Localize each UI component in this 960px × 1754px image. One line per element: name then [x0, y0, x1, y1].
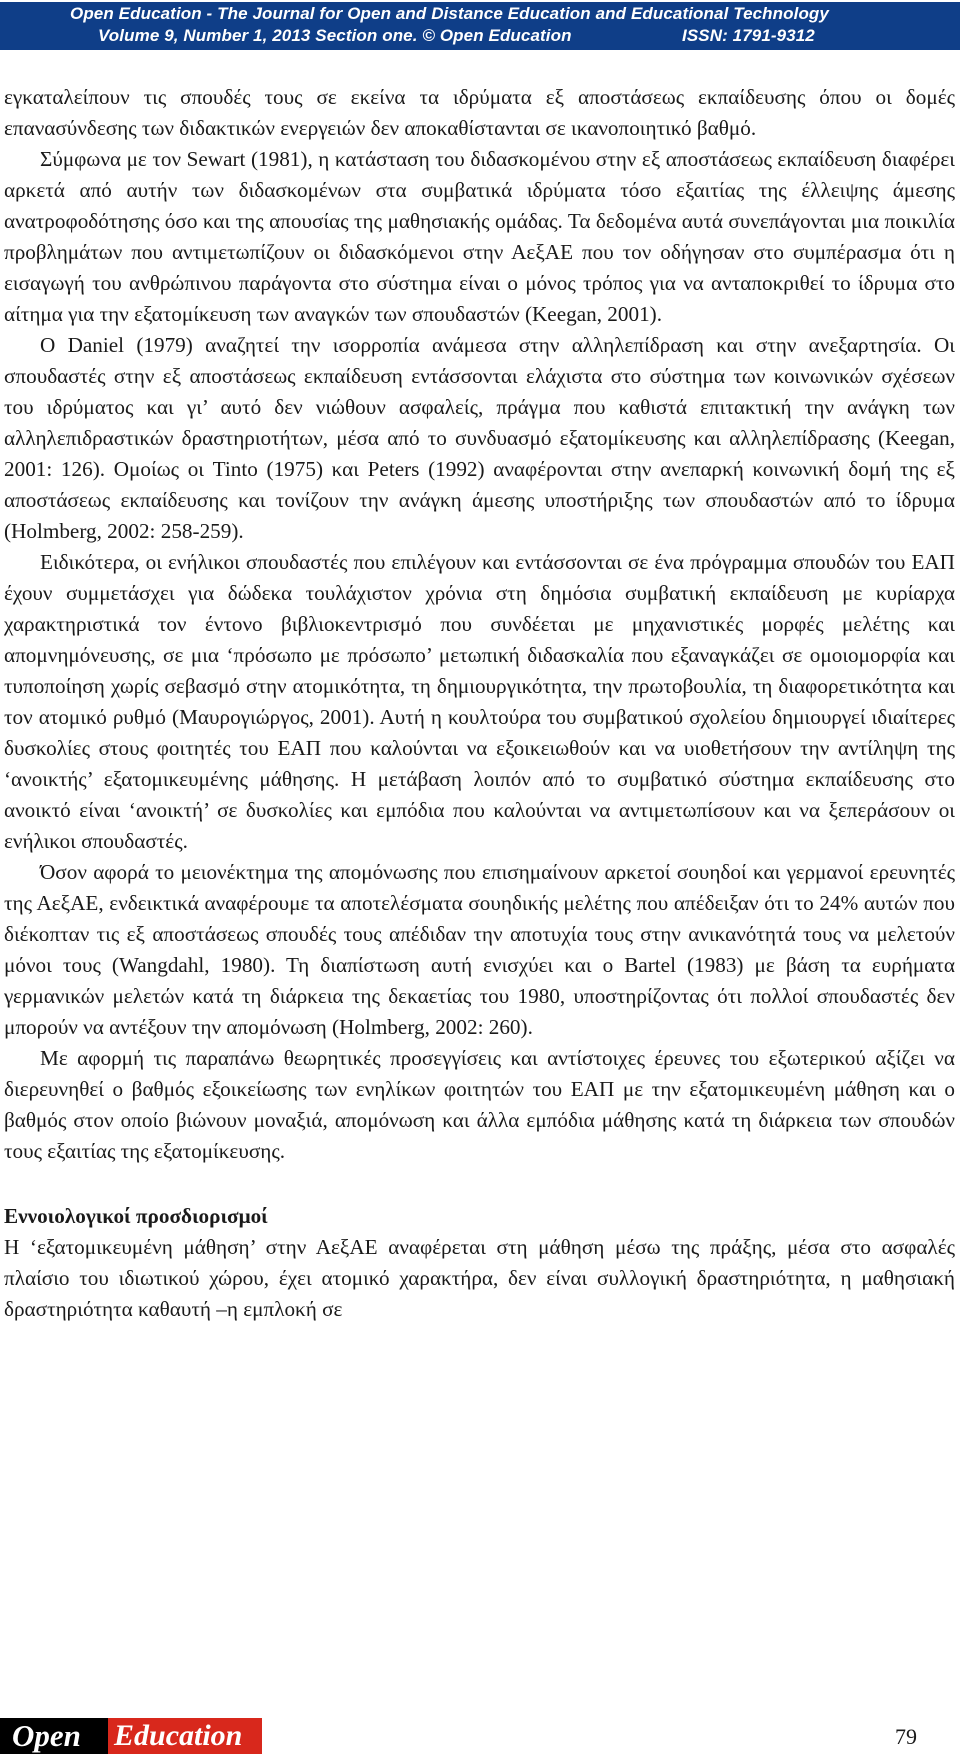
- logo-education-text: Education: [108, 1718, 262, 1754]
- article-body: [4, 82, 955, 1325]
- section-gap: [4, 1167, 955, 1201]
- journal-header: [0, 2, 960, 50]
- journal-issn: ISSN: 1791-9312: [682, 26, 815, 45]
- page-number: 79: [895, 1724, 917, 1749]
- section-paragraph: Η ‘εξατομικευμένη μάθηση’ στην ΑεξΑΕ αναφέρεται στη μάθηση μέσω της πράξης, μέσα στο ασφαλές πλαίσιο του ιδιωτικού χώρου, έχει ατομικό χαρακτήρα, δεν είναι συλλογική δραστηριότητα, η μαθησιακή δραστηριότητα καθαυτή –η εμπλοκή σε: [4, 1235, 955, 1321]
- section-heading: Εννοιολογικοί προσδιορισμοί: [4, 1204, 268, 1228]
- paragraph-research-purpose: Με αφορμή τις παραπάνω θεωρητικές προσεγγίσεις και αντίστοιχες έρευνες του εξωτερικού αξίζει να διερευνηθεί ο βαθμός εξοικείωσης των ενηλίκων φοιτητών του ΕΑΠ με την εξατομικευμένη μάθηση και ο βαθμός στον οποίο βιώνουν μοναξιά, απομόνωση και άλλα εμπόδια μάθησης κατά τη διάρκεια των σπουδών τους εξαιτίας της εξατομίκευσης.: [4, 1046, 955, 1163]
- paragraph-daniel: Ο Daniel (1979) αναζητεί την ισορροπία ανάμεσα στην αλληλεπίδραση και στην ανεξαρτησία. Οι σπουδαστές στην εξ αποστάσεως εκπαίδευση εντάσσονται ελάχιστα στο σύστημα των κοινωνικών σχέσεων του ιδρύματος και γι’ αυτό δεν νιώθουν ασφαλείς, πράγμα που καθιστά επιτακτική την ανάγκη των αλληλεπιδραστικών δραστηριοτήτων, μέσα από το συνδυασμό εξατομίκευσης και αλληλεπίδρασης (Keegan, 2001: 126). Ομοίως οι Tinto (1975) και Peters (1992) αναφέρονται στην ανεπαρκή κοινωνική δομή της εξ αποστάσεως εκπαίδευσης και τονίζουν την ανάγκη άμεσης υποστήριξης των σπουδαστών από το ίδρυμα (Holmberg, 2002: 258-259).: [4, 333, 955, 543]
- paragraph-sewart: Σύμφωνα με τον Sewart (1981), η κατάσταση του διδασκομένου στην εξ αποστάσεως εκπαίδευση διαφέρει αρκετά από αυτήν των διδασκομένων στα συμβατικά ιδρύματα τόσο εξαιτίας της έλλειψης άμεσης ανατροφοδότησης όσο και της απουσίας της μαθησιακής ομάδας. Τα δεδομένα αυτά συνεπάγονται μια ποικιλία προβλημάτων που αντιμετωπίζουν οι διδασκόμενοι στην ΑεξΑΕ που τον οδήγησαν στο συμπέρασμα ότι η εισαγωγή του ανθρώπινου παράγοντα στο σύστημα είναι ο μόνος τρόπος για να ανταποκριθεί το ίδρυμα στο αίτημα για την εξατομίκευση των αναγκών των σπουδαστών (Keegan, 2001).: [4, 147, 955, 326]
- journal-volume: Volume 9, Number 1, 2013 Section one. © Open Education: [98, 26, 572, 45]
- open-education-logo: [0, 1718, 262, 1754]
- journal-title: Open Education - The Journal for Open and Distance Education and Educational Technology: [70, 4, 829, 23]
- paragraph-isolation: Όσον αφορά το μειονέκτημα της απομόνωσης που επισημαίνουν αρκετοί σουηδοί και γερμανοί ερευνητές της ΑεξΑΕ, ενδεικτικά αναφέρουμε τα αποτελέσματα σουηδικής μελέτης που απέδειξαν ότι το 24% αυτών που διέκοπταν τις εξ αποστάσεως σπουδές τους απέδιδαν την αποτυχία τους στην ανικανότητά τους να μελετούν μόνοι τους (Wangdahl, 1980). Τη διαπίστωση αυτή ενισχύει και ο Bartel (1983) με βάση τα ευρήματα γερμανικών μελετών κατά τη διάρκεια της δεκαετίας του 1980, υποστηρίζοντας ότι πολλοί σπουδαστές δεν μπορούν να αντέξουν την απομόνωση (Holmberg, 2002: 260).: [4, 860, 955, 1039]
- logo-open-text: Open: [0, 1718, 108, 1754]
- paragraph-adult-students: Ειδικότερα, οι ενήλικοι σπουδαστές που επιλέγουν και εντάσσονται σε ένα πρόγραμμα σπουδών του ΕΑΠ έχουν συμμετάσχει για δώδεκα τουλάχιστον χρόνια στη δημόσια συμβατική εκπαίδευση με κυρίαρχα χαρακτηριστικά τον έντονο βιβλιοκεντρισμό που συνδέεται με μηχανιστικές μορφές μελέτης και απομνημόνευσης, σε μια ‘πρόσωπο με πρόσωπο’ μετωπική διδασκαλία που εξαναγκάζει σε ομοιομορφία και τυποποίηση χωρίς σεβασμό στην ατομικότητα, τη δημιουργικότητα, την πρωτοβουλία, τη διαφορετικότητα και τον ατομικό ρυθμό (Μαυρογιώργος, 2001). Αυτή η κουλτούρα του συμβατικού σχολείου δημιουργεί ιδιαίτερες δυσκολίες στους φοιτητές του ΕΑΠ που καλούνται να εξοικειωθούν και να υιοθετήσουν την αντίληψη της ‘ανοικτής’ εξατομικευμένης μάθησης. Η μετάβαση λοιπόν από το συμβατικό σύστημα εκπαίδευσης στο ανοικτό είναι ‘ανοικτή’ σε δυσκολίες και εμπόδια που καλούνται να αντιμετωπίσουν και να ξεπεράσουν οι ενήλικοι σπουδαστές.: [4, 550, 955, 853]
- paragraph-continuation: εγκαταλείπουν τις σπουδές τους σε εκείνα τα ιδρύματα εξ αποστάσεως εκπαίδευσης όπου οι δομές επανασύνδεσης των διδακτικών ενεργειών δεν αποκαθίστανται σε ικανοποιητικό βαθμό.: [4, 85, 955, 140]
